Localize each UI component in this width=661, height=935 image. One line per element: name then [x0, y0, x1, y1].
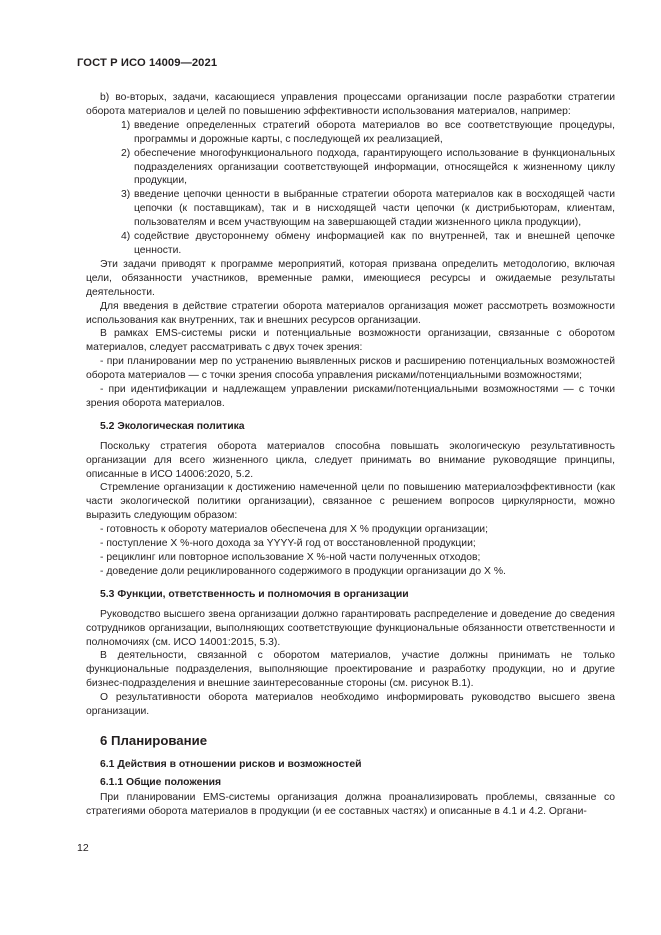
document-header: ГОСТ Р ИСО 14009—2021 [77, 57, 218, 69]
bullet-item: - поступление X %-ного дохода за YYYY-й год от восстановленной продукции; [100, 538, 476, 550]
section-5-3-title: 5.3 Функции, ответственность и полномочия в организации [100, 588, 409, 600]
paragraph-tasks: Эти задачи приводят к программе мероприятий, которая призвана определить методологию, включая цели, обязанности участников, временные рамки, имеющиеся ресурсы и ожидаемые результаты деятельности. [86, 258, 615, 298]
list-item [121, 188, 615, 230]
list-item-text: введение определенных стратегий оборота материалов во все соответствующие процедуры, программы и дорожные карты, с последующей их реализацией, [134, 119, 615, 145]
paragraph-intro: Для введения в действие стратегии оборота материалов организация может рассмотреть возможности использования как внутренних, так и внешних ресурсов организации. [86, 300, 615, 326]
bullet-item: - доведение доли рециклированного содержимого в продукции организации до X %. [100, 565, 506, 577]
list-item-number: 1) [121, 119, 131, 131]
section-5-2-paragraph-1: Поскольку стратегия оборота материалов способна повышать экологическую результативность организации для всего жизненного цикла, следует принимать во внимание руководящие принципы, описанные в ИСО 14006:2020, 5.2. [86, 440, 615, 480]
section-6-1-1-title: 6.1.1 Общие положения [100, 776, 222, 788]
section-5-2-paragraph-2: Стремление организации к достижению намеченной цели по повышению материалоэффективности (как части экологической политики организации), связанное с решением вопросов циркулярности, можно выразить следующим образом: [86, 482, 615, 522]
section-5-3-paragraph-1: Руководство высшего звена организации должно гарантировать распределение и доведение до сведения сотрудников организации, выполняющих соответствующие функциональные обязанности ответственности и полномочиях (см. ИСО 14001:2015, 5.3). [86, 608, 615, 648]
page-number: 12 [77, 842, 89, 854]
section-5-3-paragraph-3: О результативности оборота материалов необходимо информировать руководство высшего звена организации. [86, 692, 615, 718]
section-6-1-title: 6.1 Действия в отношении рисков и возможностей [100, 758, 362, 770]
paragraph-planning: - при планировании мер по устранению выявленных рисков и расширению потенциальных возможностей оборота материалов — с точки зрения способа управления рисками/потенциальными возможностями; [86, 356, 615, 382]
paragraph-ems: В рамках EMS-системы риски и потенциальные возможности организации, связанные с оборотом материалов, следует рассматривать с двух точек зрения: [86, 328, 615, 354]
section-6-1-1-paragraph-1: При планировании EMS-системы организация должна проанализировать проблемы, связанные со стратегиями оборота материалов в продукции (и ее составных частях) и описанные в 4.1 и 4.2. Органи- [86, 791, 615, 817]
section-5-3-paragraph-2: В деятельности, связанной с оборотом материалов, участие должны принимать не только функциональные подразделения, выполняющие проектирование и разработку продукции, но и другие бизнес-подразделения и внешние заинтересованные стороны (см. рисунок B.1). [86, 650, 615, 690]
list-item [121, 119, 615, 147]
paragraph-b: b) во-вторых, задачи, касающиеся управления процессами организации после разработки стратегии оборота материалов и целей по повышению эффективности использования материалов, например: [86, 92, 615, 117]
list-item-text: содействие двустороннему обмену информацией как по внутренней, так и внешней цепочке ценности. [134, 231, 615, 256]
list-item-text: обеспечение многофункционального подхода, гарантирующего использование в функциональных подразделениях организации соответствующей информации, относящейся к жизненному циклу продукции, [134, 147, 615, 187]
paragraph-identification: - при идентификации и надлежащем управлении рисками/потенциальными возможностями — с точки зрения оборота материалов. [86, 384, 615, 409]
list-item-number: 3) [121, 189, 131, 201]
bullet-item: - готовность к обороту материалов обеспечена для X % продукции организации; [100, 524, 488, 536]
list-item-number: 2) [121, 147, 131, 159]
bullet-item: - рециклинг или повторное использование X %-ной части полученных отходов; [100, 552, 481, 563]
page-body [86, 91, 615, 819]
list-item-text: введение цепочки ценности в выбранные стратегии оборота материалов как в восходящей части цепочки (к поставщикам), так и в нисходящей части цепочки (к дистрибьюторам, клиентам, пользователям и всем участвующим на завершающей стадии жизненного цикла продукции), [134, 189, 615, 229]
list-item [121, 147, 615, 189]
list-item-number: 4) [121, 231, 131, 243]
section-5-2-title: 5.2 Экологическая политика [100, 420, 245, 432]
list-item [121, 230, 615, 258]
section-6-title: 6 Планирование [100, 732, 208, 748]
